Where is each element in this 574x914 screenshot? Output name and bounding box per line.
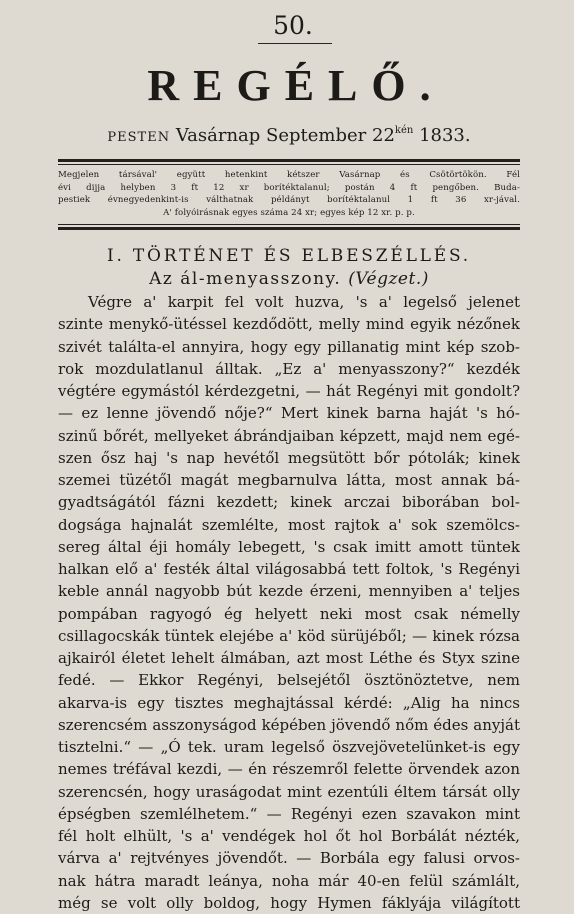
article-line: gyadtságától fázni kezdett; kinek arczai biborában bol- [58, 493, 520, 512]
notice-line: pestiek évnegyedenkint-is válthatnak példányt borítéktalanul 1 ft 36 xr-jával. [58, 195, 520, 205]
page-number-rule [258, 43, 332, 44]
section-heading: I. TÖRTÉNET ÉS ELBESZÉLLÉS. [106, 246, 472, 266]
article-line: keble annál nagyobb bút kezde érzeni, mennyiben a' teljes [58, 582, 520, 601]
article-line: nak hátra maradt leánya, noha már 40-en felül számlált, [58, 871, 520, 890]
article-line: szinű bőrét, mellyeket ábrándjaiban képzett, majd nem egé- [58, 426, 520, 445]
article-line: sereg által éji homály lebegett, 's csak imitt amott tüntek [58, 537, 520, 556]
article-title-text: Az ál-menyasszony. [149, 269, 342, 289]
dateline-year: 1833. [419, 125, 471, 146]
article-line: fél holt elhült, 's a' vendégek hol őt hol Borbálát nézték, [58, 827, 520, 845]
article-line: szerencsén, hogy uraságodat mint ezentúli éltem társát olly [58, 782, 520, 801]
article-line: pompában ragyogó ég helyett neki most csak némelly [58, 604, 520, 623]
article-subtitle: (Végzet.) [348, 269, 429, 289]
notice-line: évi dijja helyben 3 ft 12 xr borítéktalanul; postán 4 ft pengőben. Buda- [58, 182, 520, 193]
article-line: várva a' rejtvényes jövendőt. — Borbála egy falusi orvos- [58, 849, 520, 868]
page-number: 50. [273, 11, 313, 40]
dateline-suffix: kén [394, 125, 414, 136]
notice-line: Megjelen társával' együtt hetenkint kétszer Vasárnap és Csötörtökön. Fél [58, 170, 520, 180]
article-line: csillagocskák tüntek elejébe a' köd sürüjéből; — kinek rózsa [58, 626, 520, 645]
article-line: ajkairól életet lehelt álmában, azt most Léthe és Styx szine [58, 649, 520, 667]
article-line: épségben szemlélhetem.“ — Regényi ezen szavakon mint [58, 804, 520, 823]
article-title [58, 269, 520, 289]
header-rule-thin [58, 164, 520, 165]
header-rule-thick [58, 159, 520, 162]
article-line: akarva-is egy tisztes meghajtással kérdé: „Alig ha nincs [58, 693, 520, 712]
article-line: szemei tüzétől magát megbarnulva látta, most annak bá- [58, 471, 520, 489]
article-line: rok mozdulatlanul álltak. „Ez a' menyasszony?“ kezdék [58, 359, 520, 378]
article-line: halkan elő a' festék által világosabbá tett foltok, 's Regényi [58, 560, 520, 578]
article-line: szen ősz haj 's nap hevétől megsütött bőr pótolák; kinek [58, 448, 520, 467]
dateline-date: Vasárnap September 22 [175, 125, 395, 146]
dateline [58, 120, 520, 149]
article-line: szivét találta-el annyira, hogy egy pillanatig mint kép szob- [58, 337, 520, 356]
subscription-notice [58, 169, 520, 219]
notice-rule-thick [58, 227, 520, 230]
article-line: szerencsém asszonyságod képében jövendő nőm édes anyját [58, 715, 520, 734]
article-line: dogsága hajnalát szemlélte, most rajtok a' sok szemölcs- [58, 515, 520, 534]
notice-line: A' folyóirásnak egyes száma 24 xr; egyes kép 12 xr. p. p. [163, 207, 415, 218]
article-line: még se volt olly boldog, hogy Hymen fáklyája világított [58, 893, 520, 912]
article-body [58, 291, 520, 914]
article-line: Végre a' karpit fel volt huzva, 's a' legelső jelenet [88, 293, 520, 311]
article-line: tisztelni.“ — „Ó tek. uram legelső öszvejövetelünket-is egy [58, 738, 520, 756]
dateline-city: PESTEN [107, 130, 171, 145]
article-line: fedé. — Ekkor Regényi, belsejétől ösztönöztetve, nem [58, 671, 520, 690]
article-line: — ez lenne jövendő nője?“ Mert kinek barna haját 's hó- [58, 404, 520, 423]
article-line: szinte menykő-ütéssel kezdődött, melly mind egyik nézőnek [58, 315, 520, 334]
article-line: végtére egymástól kérdezgetni, — hát Regényi mit gondolt? [58, 382, 520, 400]
article-line: nemes tréfával kezdi, — én részemről felette örvendek azon [58, 760, 520, 779]
masthead-title: REGÉLŐ. [147, 61, 445, 110]
notice-rule-thin [58, 224, 520, 225]
